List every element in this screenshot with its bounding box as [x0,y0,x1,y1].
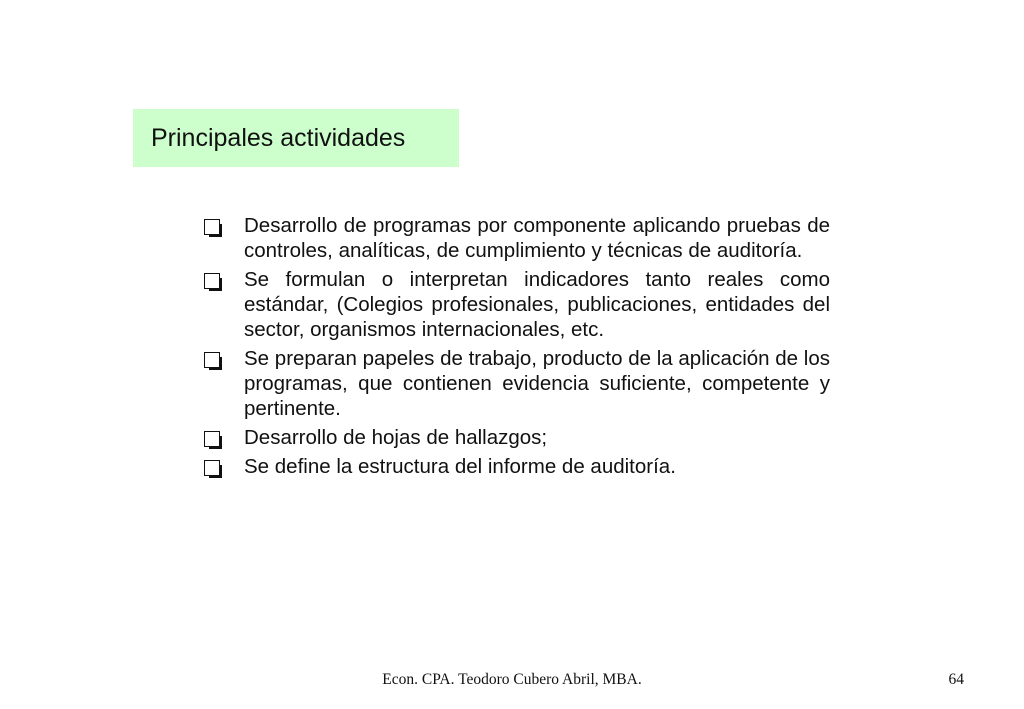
list-item [204,346,830,421]
checkbox-square-icon [204,273,220,289]
bullet-text: Desarrollo de programas por componente aplicando pruebas de controles, analíticas, de cumplimiento y técnicas de auditoría. [244,214,830,262]
list-item [204,267,830,342]
list-item [204,454,830,479]
footer-author: Econ. CPA. Teodoro Cubero Abril, MBA. [382,671,642,688]
bullet-text: Desarrollo de hojas de hallazgos; [244,426,548,449]
checkbox-square-icon [204,460,220,476]
list-item [204,213,830,263]
checkbox-square-icon [204,431,220,447]
list-item [204,425,830,450]
page-number: 64 [948,671,964,688]
bullet-text: Se define la estructura del informe de auditoría. [244,455,676,478]
title-box [133,109,459,167]
checkbox-square-icon [204,352,220,368]
slide-title: Principales actividades [151,123,406,152]
bullet-text: Se formulan o interpretan indicadores tanto reales como estándar, (Colegios profesionales, publicaciones, entidades del sector, organismos internacionales, etc. [244,268,830,341]
bullet-list [204,213,830,483]
bullet-text: Se preparan papeles de trabajo, producto de la aplicación de los programas, que contienen evidencia suficiente, competente y pertinente. [244,347,830,420]
checkbox-square-icon [204,219,220,235]
